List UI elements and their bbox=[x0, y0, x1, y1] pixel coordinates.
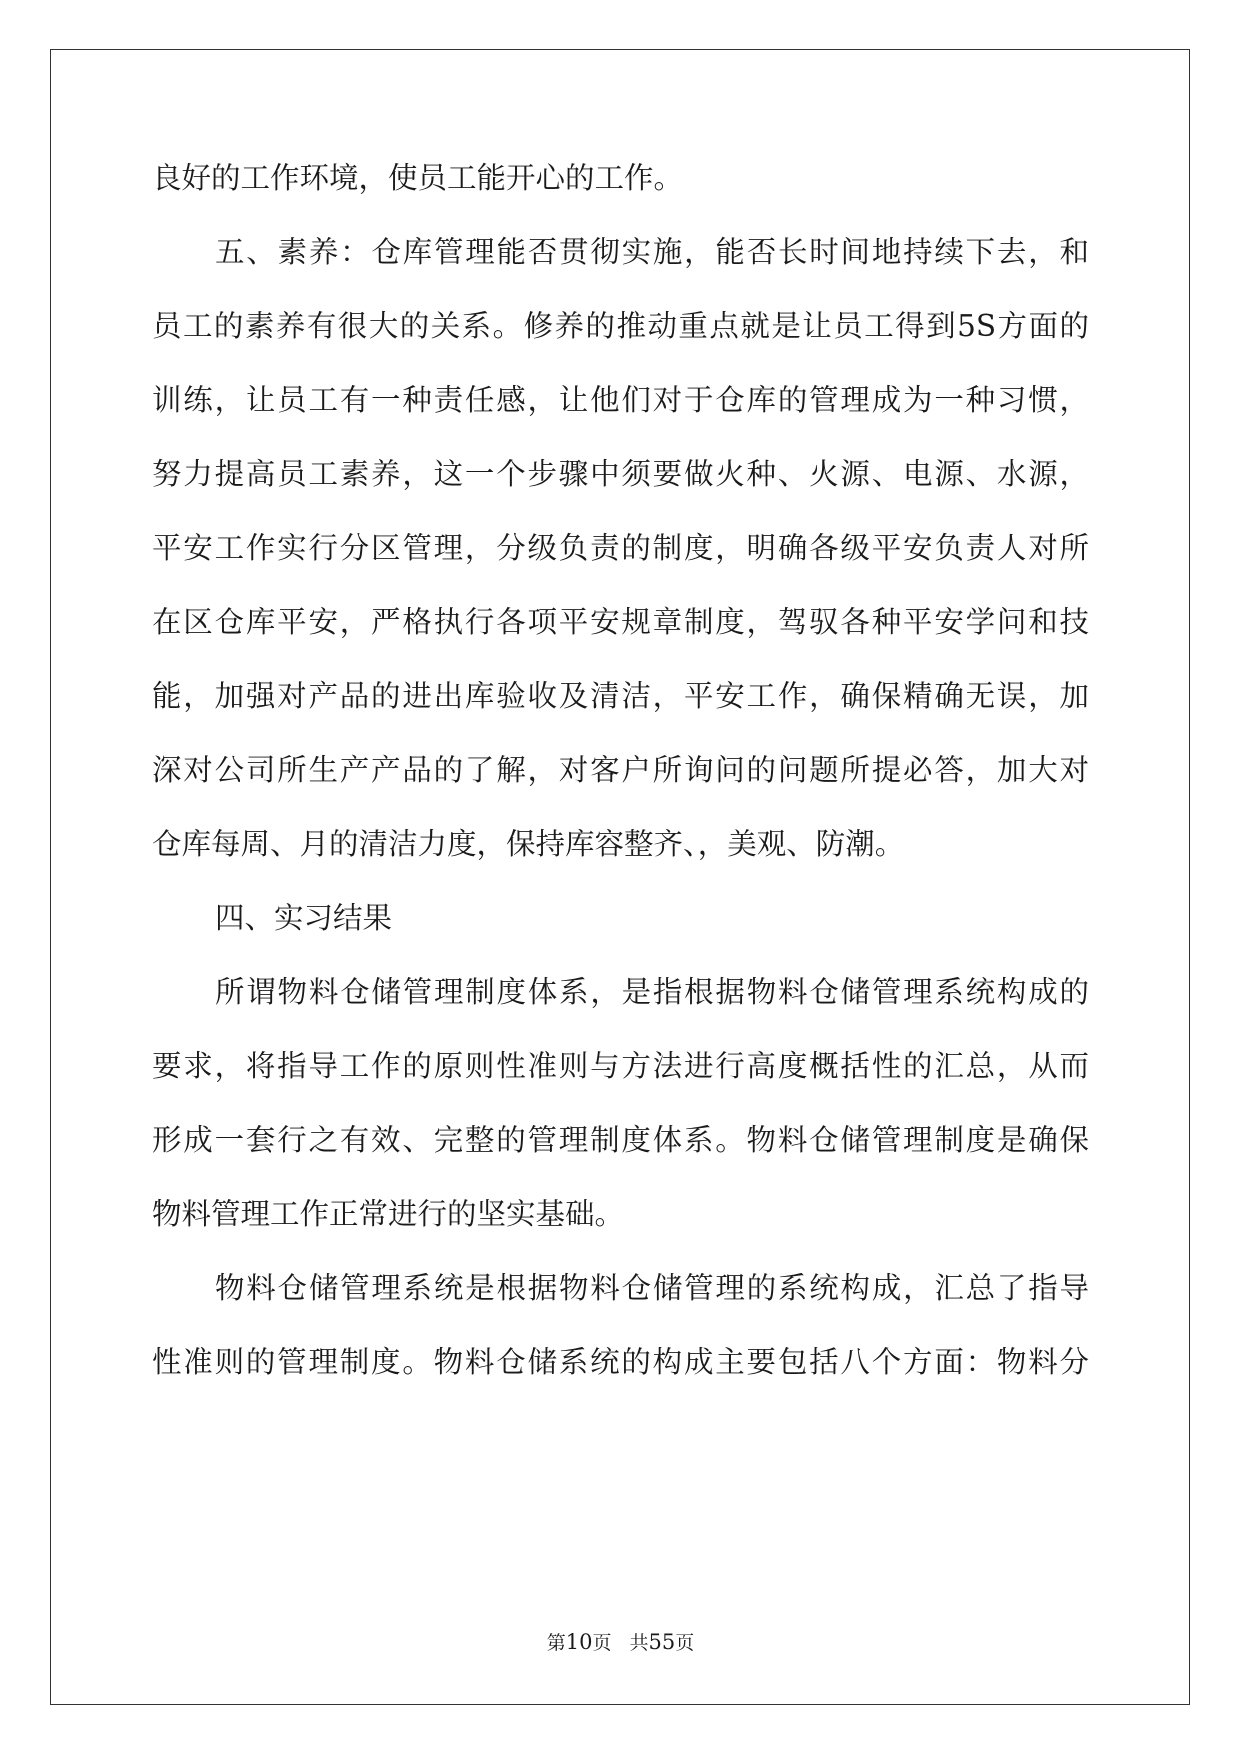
text-line: 良好的工作环境，使员工能开心的工作。 bbox=[152, 161, 684, 195]
page-border bbox=[50, 49, 1190, 1705]
current-page-number: 10 bbox=[565, 1630, 593, 1654]
section-heading: 四、实习结果 bbox=[215, 901, 393, 935]
text-line: 员工的素养有很大的关系。修养的推动重点就是让员工得到5S方面的 bbox=[152, 309, 1089, 343]
text-line: 性准则的管理制度。物料仓储系统的构成主要包括八个方面：物料分 bbox=[152, 1345, 1089, 1379]
text-line: 能，加强对产品的进出库验收及清洁，平安工作，确保精确无误，加 bbox=[152, 679, 1089, 713]
text-line: 要求，将指导工作的原则性准则与方法进行高度概括性的汇总，从而 bbox=[152, 1049, 1089, 1083]
footer-total-prefix: 共 bbox=[629, 1632, 649, 1654]
text-line: 深对公司所生产产品的了解，对客户所询问的问题所提必答，加大对 bbox=[152, 753, 1089, 787]
page-footer bbox=[0, 1630, 1241, 1655]
text-line: 努力提高员工素养，这一个步骤中须要做火种、火源、电源、水源， bbox=[152, 457, 1089, 491]
paragraph-start-line: 五、素养：仓库管理能否贯彻实施，能否长时间地持续下去，和 bbox=[215, 235, 1089, 269]
text-line: 形成一套行之有效、完整的管理制度体系。物料仓储管理制度是确保 bbox=[152, 1123, 1089, 1157]
paragraph-start-line: 所谓物料仓储管理制度体系，是指根据物料仓储管理系统构成的 bbox=[215, 975, 1089, 1009]
text-line: 平安工作实行分区管理，分级负责的制度，明确各级平安负责人对所 bbox=[152, 531, 1089, 565]
text-line: 训练，让员工有一种责任感，让他们对于仓库的管理成为一种习惯， bbox=[152, 383, 1089, 417]
text-line: 物料管理工作正常进行的坚实基础。 bbox=[152, 1197, 625, 1231]
footer-page-suffix: 页 bbox=[592, 1632, 612, 1654]
footer-prefix: 第 bbox=[546, 1632, 566, 1654]
text-line: 在区仓库平安，严格执行各项平安规章制度，驾驭各种平安学问和技 bbox=[152, 605, 1089, 639]
paragraph-start-line: 物料仓储管理系统是根据物料仓储管理的系统构成，汇总了指导 bbox=[215, 1271, 1089, 1305]
footer-total-suffix: 页 bbox=[675, 1632, 695, 1654]
text-line: 仓库每周、月的清洁力度，保持库容整齐、，美观、防潮。 bbox=[152, 827, 905, 861]
total-page-count: 55 bbox=[648, 1630, 676, 1654]
